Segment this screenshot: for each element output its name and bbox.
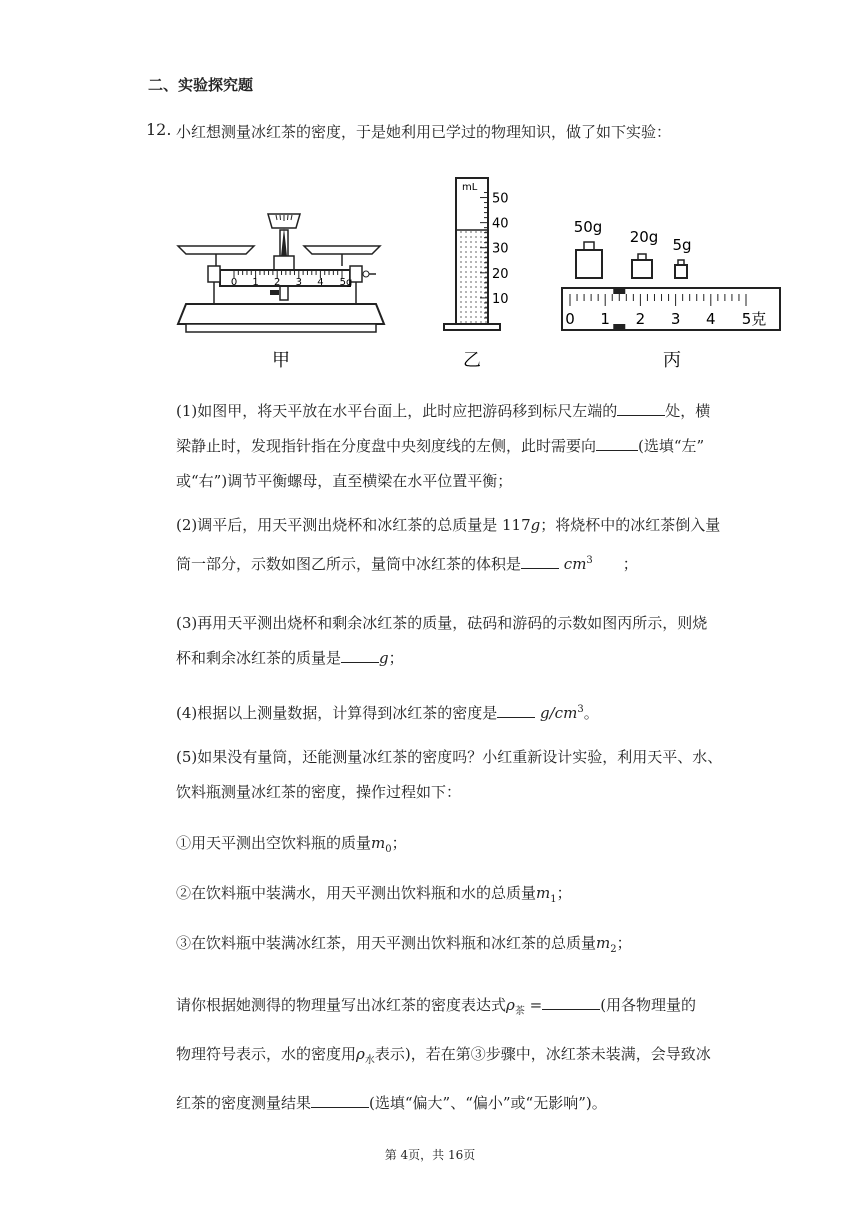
- step-1: ①用天平测出空饮料瓶的质量$m_0$；: [176, 834, 407, 855]
- part-4: (4)根据以上测量数据，计算得到冰红茶的密度是 $g/cm^3$。: [176, 704, 599, 722]
- blank-3[interactable]: [521, 554, 559, 569]
- caption-jia: 甲: [272, 350, 290, 371]
- beam-scale: [220, 270, 350, 286]
- cylinder-base: [444, 324, 500, 330]
- blank-6[interactable]: [542, 995, 600, 1010]
- cylinder-mark-label: 50: [492, 191, 509, 207]
- liquid: [457, 228, 487, 323]
- final-question: 请你根据她测得的物理量写出冰红茶的密度表达式$\rho_茶$ = (用各物理量的 物理符号表示，水的密度用$\rho_水$表示)，若在第③步骤中，冰红茶未装满，会导致冰 红茶的密度测量结果 (选填“偏大”、“偏小”或“无影响”)。: [176, 996, 711, 1112]
- rider: [270, 290, 279, 295]
- base: [178, 304, 384, 324]
- rider-top: [613, 288, 625, 294]
- part-1: (1)如图甲，将天平放在水平台面上，此时应把游码移到标尺左端的 处，横 梁静止时，发现指针指在分度盘中央刻度线的左侧，此时需要向 (选填“左” 或“右”)调节平衡螺母，直至横梁在水平位置平衡；: [176, 402, 711, 490]
- part-3: (3)再用天平测出烧杯和剩余冰红茶的质量，砝码和游码的示数如图丙所示，则烧 杯和剩余冰红茶的质量是 g；: [176, 614, 708, 667]
- weight-label-50g: 50g: [573, 218, 603, 236]
- figure-cylinder: [434, 170, 514, 380]
- bing-scale-label: 5克: [741, 310, 767, 328]
- weight-5g: [675, 265, 687, 278]
- question-stem: 小红想测量冰红茶的密度，于是她利用已学过的物理知识，做了如下实验：: [176, 123, 672, 141]
- caption-yi: 乙: [463, 350, 481, 371]
- weight-label-20g: 20g: [629, 228, 659, 246]
- weight-20g: [632, 260, 652, 278]
- weight-label-5g: 5g: [672, 236, 692, 254]
- caption-bing: 丙: [663, 350, 681, 371]
- right-pan: [304, 246, 380, 254]
- jia-scale-label: 2: [274, 277, 281, 288]
- cylinder-mark-label: 10: [492, 291, 509, 307]
- blank-2[interactable]: [596, 436, 638, 451]
- blank-7[interactable]: [311, 1093, 369, 1108]
- question-number: 12.: [146, 120, 172, 139]
- bing-scale-label: 1: [600, 310, 610, 328]
- section-title: 二、实验探究题: [148, 76, 254, 94]
- bing-scale-label: 3: [670, 310, 681, 328]
- left-pan: [178, 246, 254, 254]
- figure-balance: [176, 200, 396, 380]
- step-2: ②在饮料瓶中装满水，用天平测出饮料瓶和水的总质量$m_1$；: [176, 884, 572, 905]
- part-2: (2)调平后，用天平测出烧杯和冰红茶的总质量是 117g；将烧杯中的冰红茶倒入量 筒一部分，示数如图乙所示，量筒中冰红茶的体积是 $cm^3$ ；: [176, 516, 721, 573]
- page-footer: 第 4页，共 16页: [384, 1148, 476, 1162]
- step-3: ③在饮料瓶中装满冰红茶，用天平测出饮料瓶和冰红茶的总质量$m_2$；: [176, 934, 632, 955]
- jia-scale-label: 1: [252, 277, 259, 288]
- weight-50g: [576, 250, 602, 278]
- bing-scale-label: 0: [565, 310, 575, 328]
- part-5: (5)如果没有量筒，还能测量冰红茶的密度吗？小红重新设计实验，利用天平、水、 饮料瓶测量冰红茶的密度，操作过程如下：: [176, 748, 723, 801]
- jia-scale-label: 3: [295, 277, 302, 288]
- blank-1[interactable]: [617, 401, 665, 416]
- cylinder-mark-label: 20: [492, 266, 509, 282]
- rider-bottom: [613, 324, 625, 330]
- cylinder-unit: mL: [462, 182, 478, 193]
- blank-5[interactable]: [497, 703, 535, 718]
- jia-scale-label: 0: [230, 277, 238, 288]
- bing-scale-label: 4: [706, 310, 716, 328]
- figure-weights-scale: [560, 210, 782, 380]
- blank-4[interactable]: [341, 648, 379, 663]
- bing-scale-label: 2: [635, 310, 646, 328]
- cylinder-mark-label: 30: [492, 241, 509, 257]
- jia-scale-label: 5g: [339, 277, 353, 288]
- jia-scale-label: 4: [317, 277, 324, 288]
- cylinder-mark-label: 40: [492, 216, 509, 232]
